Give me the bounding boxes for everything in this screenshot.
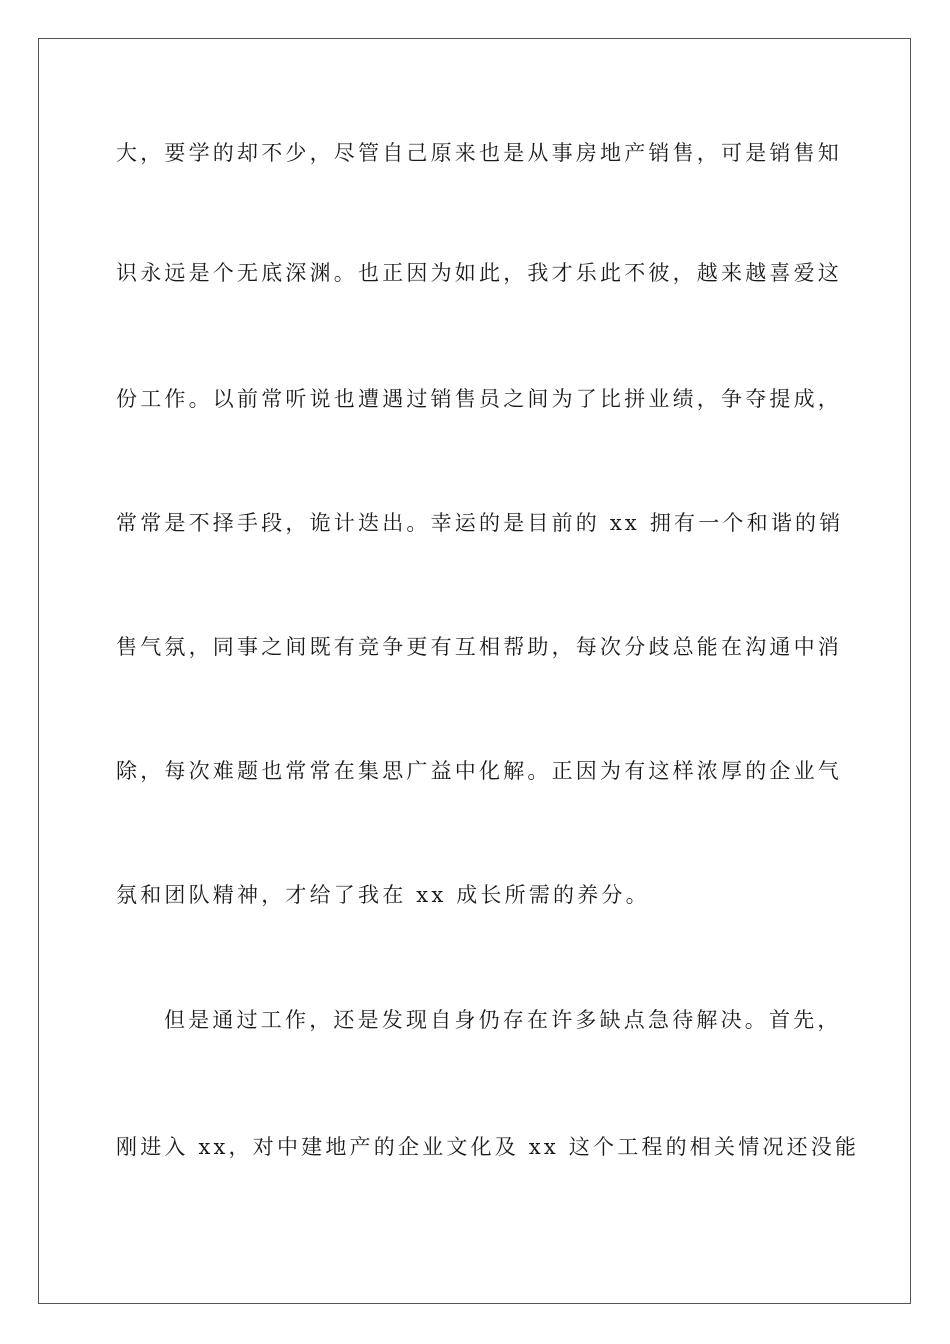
text-line-9: 刚进入 xx，对中建地产的企业文化及 xx 这个工程的相关情况还没能 [116,1135,860,1159]
text-line-2: 识永远是个无底深渊。也正因为如此，我才乐此不彼，越来越喜爱这 [116,261,842,285]
text-line-4: 常常是不择手段，诡计迭出。幸运的是目前的 xx 拥有一个和谐的销 [116,511,844,535]
text-line-1: 大，要学的却不少，尽管自己原来也是从事房地产销售，可是销售知 [116,141,842,165]
text-line-8-indented: 但是通过工作，还是发现自身仍存在许多缺点急待解决。首先， [164,1008,842,1032]
text-line-7: 氛和团队精神，才给了我在 xx 成长所需的养分。 [116,883,650,907]
text-line-6: 除，每次难题也常常在集思广益中化解。正因为有这样浓厚的企业气 [116,759,842,783]
text-line-5: 售气氛，同事之间既有竞争更有互相帮助，每次分歧总能在沟通中消 [116,635,842,659]
page-border [38,38,911,1304]
text-line-3: 份工作。以前常听说也遭遇过销售员之间为了比拼业绩，争夺提成， [116,387,842,411]
